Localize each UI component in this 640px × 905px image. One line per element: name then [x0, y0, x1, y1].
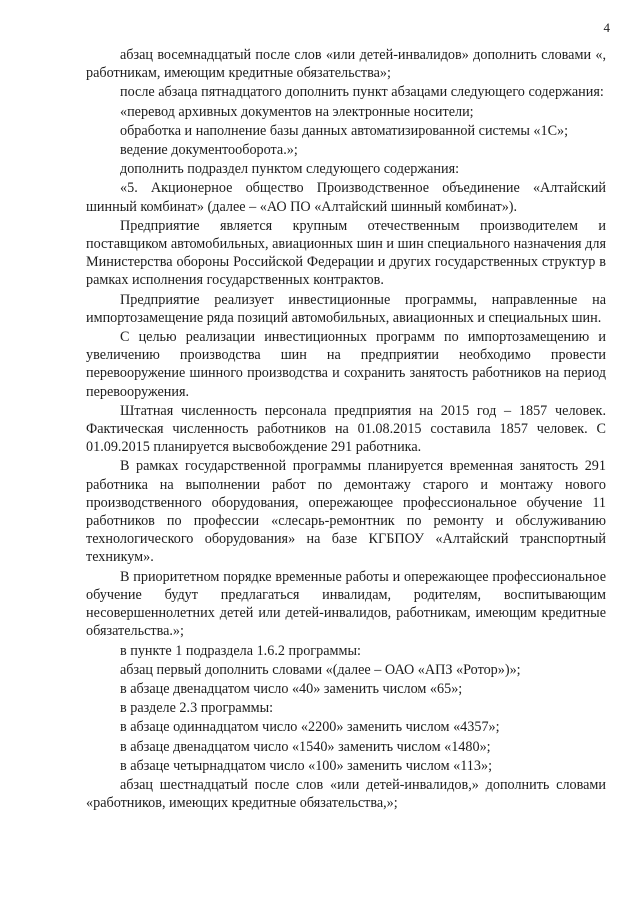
paragraph: дополнить подраздел пунктом следующего содержания:: [120, 161, 460, 178]
paragraph: «5. Акционерное общество Производственное объединение «Алтайский шинный комбинат» (далее – «АО ПО «Алтайский шинный комбинат»).: [86, 180, 606, 215]
document-body: [86, 46, 606, 813]
paragraph: В рамках государственной программы планируется временная занятость 291 работника на выполнении работ по демонтажу старого и монтажу нового производственного оборудования, опережающее профессиональное обучение 11 работников по профессии «слесарь-ремонтник по ремонту и обслуживанию технологического оборудования» на базе КГБПОУ «Алтайский транспортный техникум».: [86, 458, 606, 566]
paragraph: Предприятие реализует инвестиционные программы, направленные на импортозамещение ряда позиций автомобильных, авиационных и специальных шин.: [86, 291, 606, 326]
paragraph: в абзаце одиннадцатом число «2200» заменить числом «4357»;: [120, 719, 500, 736]
paragraph: С целью реализации инвестиционных программ по импортозамещению и увеличению производства шин на предприятии необходимо провести перевооружение шинного производства и сохранить занятость работников на период перевооружения.: [86, 329, 606, 400]
page-number: 4: [603, 20, 610, 35]
paragraph: ведение документооборота.»;: [120, 142, 298, 159]
paragraph: в абзаце двенадцатом число «40» заменить числом «65»;: [120, 680, 463, 697]
paragraph: Штатная численность персонала предприятия на 2015 год – 1857 человек. Фактическая численность работников на 01.08.2015 составила 1857 человек. С 01.09.2015 планируется высвобождение 291 работника.: [86, 402, 606, 456]
paragraph: в пункте 1 подраздела 1.6.2 программы:: [120, 642, 361, 659]
paragraph: абзац шестнадцатый после слов «или детей-инвалидов,» дополнить словами «работников, имеющих кредитные обязательства,»;: [86, 776, 606, 812]
paragraph: абзац первый дополнить словами «(далее – ОАО «АПЗ «Ротор»)»;: [120, 661, 521, 678]
paragraph: в разделе 2.3 программы:: [120, 700, 274, 717]
paragraph: в абзаце четырнадцатом число «100» заменить числом «113»;: [120, 757, 493, 774]
paragraph: «перевод архивных документов на электронные носители;: [120, 103, 474, 120]
paragraph: абзац восемнадцатый после слов «или детей-инвалидов» дополнить словами «, работникам, имеющим кредитные обязательства»;: [86, 47, 606, 82]
paragraph: В приоритетном порядке временные работы и опережающее профессиональное обучение будут предлагаться инвалидам, родителям, воспитывающим несовершеннолетних детей или детей-инвалидов, работникам, имеющим кредитные обязательства.»;: [86, 568, 606, 640]
paragraph: Предприятие является крупным отечественным производителем и поставщиком автомобильных, авиационных шин и шин специального назначения для Министерства обороны Российской Федерации и других государственных структур в рамках исполнения государственных контрактов.: [86, 217, 606, 289]
paragraph: обработка и наполнение базы данных автоматизированной системы «1С»;: [120, 122, 569, 139]
paragraph: после абзаца пятнадцатого дополнить пункт абзацами следующего содержания:: [120, 84, 604, 101]
paragraph: в абзаце двенадцатом число «1540» заменить числом «1480»;: [120, 738, 491, 755]
